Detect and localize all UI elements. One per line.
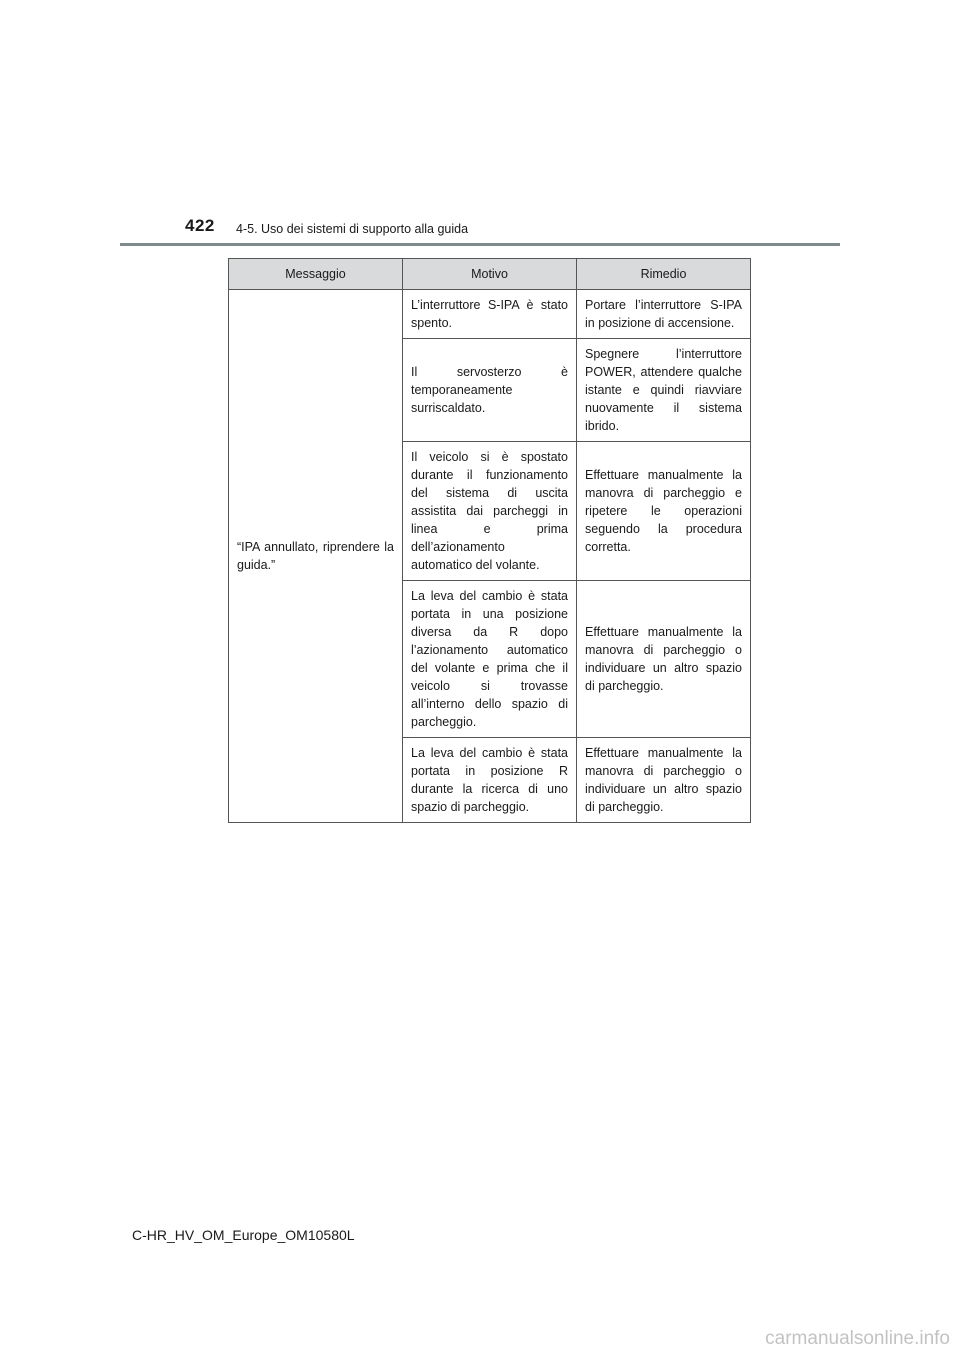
rimedio-cell: Effettuare manualmente la manovra di parcheggio o individuare un altro spazio di parcheggio. [577,581,751,738]
column-header-motivo: Motivo [403,259,577,290]
motivo-cell: L’interruttore S-IPA è stato spento. [403,290,577,339]
header-divider [120,243,840,246]
message-cell: “IPA annullato, riprendere la guida.” [229,290,403,823]
motivo-cell: La leva del cambio è stata portata in posizione R durante la ricerca di uno spazio di parcheggio. [403,738,577,823]
rimedio-cell: Effettuare manualmente la manovra di parcheggio o individuare un altro spazio di parcheggio. [577,738,751,823]
column-header-messaggio: Messaggio [229,259,403,290]
document-code: C-HR_HV_OM_Europe_OM10580L [132,1227,355,1243]
rimedio-cell: Effettuare manualmente la manovra di parcheggio e ripetere le operazioni seguendo la procedura corretta. [577,442,751,581]
motivo-cell: La leva del cambio è stata portata in una posizione diversa da R dopo l’azionamento automatico del volante e prima che il veicolo si trovasse all’interno dello spazio di parcheggio. [403,581,577,738]
page-number: 422 [185,216,215,235]
message-table [228,258,751,823]
rimedio-cell: Spegnere l’interruttore POWER, attendere qualche istante e quindi riavviare nuovamente il sistema ibrido. [577,339,751,442]
section-title: 4-5. Uso dei sistemi di supporto alla guida [236,222,469,236]
rimedio-cell: Portare l’interruttore S-IPA in posizione di accensione. [577,290,751,339]
motivo-cell: Il veicolo si è spostato durante il funzionamento del sistema di uscita assistita dai parcheggi in linea e prima dell’azionamento automatico del volante. [403,442,577,581]
table-row [229,290,751,339]
table-header-row [229,259,751,290]
motivo-cell: Il servosterzo è temporaneamente surriscaldato. [403,339,577,442]
watermark: carmanualsonline.info [765,1328,950,1349]
column-header-rimedio: Rimedio [577,259,751,290]
